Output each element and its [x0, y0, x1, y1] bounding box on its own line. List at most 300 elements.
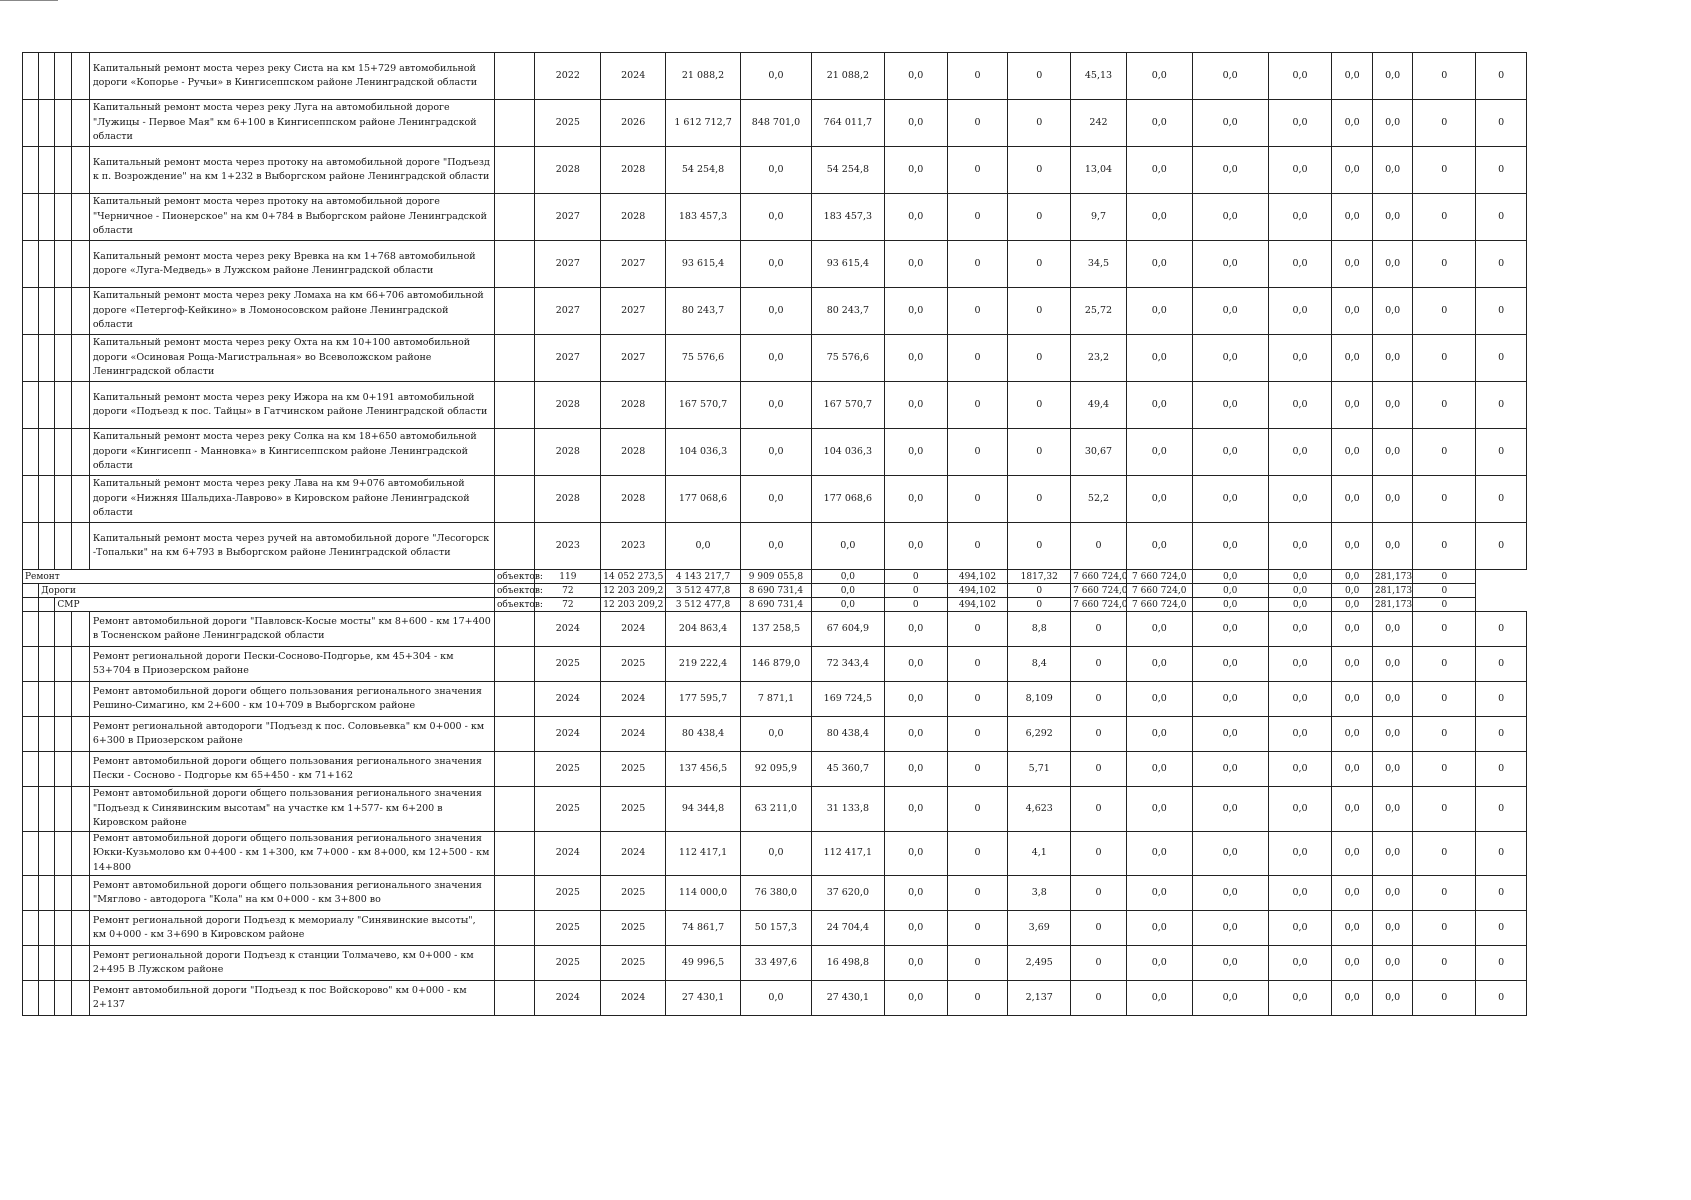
value-cell: 0: [947, 981, 1008, 1016]
empty-cell: [494, 335, 535, 382]
end-year: 2026: [601, 100, 666, 147]
value-cell: 75 576,6: [811, 335, 884, 382]
tree-cell: [71, 429, 89, 476]
tree-cell: [23, 584, 39, 598]
tree-cell: [39, 682, 55, 717]
value-cell: 0,0: [741, 523, 812, 570]
value-cell: 0,0: [1126, 981, 1192, 1016]
value-cell: 0,0: [1372, 612, 1413, 647]
end-year: 2023: [601, 523, 666, 570]
value-cell: 0,0: [1332, 288, 1373, 335]
value-cell: 0,0: [1268, 787, 1332, 832]
value-cell: 27 430,1: [811, 981, 884, 1016]
tree-cell: [55, 981, 71, 1016]
value-cell: 0: [1071, 523, 1127, 570]
value-cell: 0,0: [1126, 382, 1192, 429]
table-row: [23, 752, 1527, 787]
value-cell: 0: [1476, 717, 1527, 752]
tree-cell: [71, 752, 89, 787]
tree-cell: [71, 147, 89, 194]
table-row: [23, 682, 1527, 717]
value-cell: 21 088,2: [811, 53, 884, 100]
value-cell: 0,0: [1372, 241, 1413, 288]
value-cell: 0,0: [1268, 752, 1332, 787]
tree-cell: [71, 100, 89, 147]
table-row: [23, 241, 1527, 288]
empty-cell: [494, 382, 535, 429]
objects-count: 72: [535, 584, 601, 598]
value-cell: 0,0: [884, 787, 947, 832]
value-cell: 0: [1071, 787, 1127, 832]
tree-cell: [55, 429, 71, 476]
value-cell: 0: [1008, 523, 1071, 570]
value-cell: 7 660 724,0: [1126, 570, 1192, 584]
object-name: Капитальный ремонт моста через реку Вревка на км 1+768 автомобильной дороге «Луга-Медведь» в Лужском районе Ленинградской области: [89, 241, 494, 288]
value-cell: 494,102: [947, 598, 1008, 612]
tree-cell: [23, 241, 39, 288]
table-row: [23, 382, 1527, 429]
end-year: 2025: [601, 647, 666, 682]
objects-count: 119: [535, 570, 601, 584]
tree-cell: [71, 717, 89, 752]
value-cell: 25,72: [1071, 288, 1127, 335]
tree-cell: [71, 523, 89, 570]
value-cell: 0,0: [741, 382, 812, 429]
value-cell: 0,0: [1192, 570, 1268, 584]
value-cell: 0: [1476, 682, 1527, 717]
object-name: Ремонт региональной дороги Подъезд к мемориалу "Синявинские высоты", км 0+000 - км 3+690 в Кировском районе: [89, 911, 494, 946]
tree-cell: [71, 612, 89, 647]
start-year: 2023: [535, 523, 601, 570]
value-cell: 0,0: [1332, 523, 1373, 570]
value-cell: 0,0: [811, 598, 884, 612]
value-cell: 0,0: [1268, 584, 1332, 598]
empty-cell: [494, 288, 535, 335]
value-cell: 0: [947, 787, 1008, 832]
value-cell: 1 612 712,7: [666, 100, 741, 147]
value-cell: 0: [1071, 981, 1127, 1016]
value-cell: 0,0: [1372, 831, 1413, 876]
value-cell: 0,0: [1372, 288, 1413, 335]
value-cell: 0,0: [741, 288, 812, 335]
value-cell: 0: [1008, 429, 1071, 476]
summary-row: [23, 570, 1527, 584]
value-cell: 0,0: [1268, 476, 1332, 523]
tree-cell: [55, 787, 71, 832]
empty-cell: [494, 876, 535, 911]
start-year: 2024: [535, 717, 601, 752]
value-cell: 7 660 724,0: [1126, 584, 1192, 598]
value-cell: 0: [1476, 335, 1527, 382]
value-cell: 2,495: [1008, 946, 1071, 981]
value-cell: 0,0: [884, 100, 947, 147]
value-cell: 8 690 731,4: [741, 584, 812, 598]
value-cell: 0,0: [1372, 911, 1413, 946]
tree-cell: [23, 717, 39, 752]
tree-cell: [71, 946, 89, 981]
start-year: 2028: [535, 147, 601, 194]
value-cell: 0,0: [1268, 647, 1332, 682]
value-cell: 0,0: [884, 647, 947, 682]
value-cell: 0,0: [1192, 682, 1268, 717]
value-cell: 0,0: [1268, 612, 1332, 647]
tree-cell: [55, 647, 71, 682]
value-cell: 0: [1413, 476, 1476, 523]
value-cell: 494,102: [947, 584, 1008, 598]
value-cell: 0,0: [1372, 429, 1413, 476]
value-cell: 30,67: [1071, 429, 1127, 476]
value-cell: 33 497,6: [741, 946, 812, 981]
value-cell: 0: [1476, 752, 1527, 787]
value-cell: 104 036,3: [811, 429, 884, 476]
end-year: 2027: [601, 335, 666, 382]
value-cell: 177 595,7: [666, 682, 741, 717]
value-cell: 75 576,6: [666, 335, 741, 382]
value-cell: 0: [1008, 100, 1071, 147]
value-cell: 0,0: [1372, 476, 1413, 523]
object-name: Капитальный ремонт моста через реку Солка на км 18+650 автомобильной дороги «Кингисепп - Манновка» в Кингисеппском районе Ленинградской области: [89, 429, 494, 476]
value-cell: 0,0: [884, 194, 947, 241]
end-year: 2025: [601, 911, 666, 946]
value-cell: 0,0: [1332, 647, 1373, 682]
value-cell: 0,0: [1268, 53, 1332, 100]
value-cell: 0,0: [1192, 429, 1268, 476]
value-cell: 0,0: [1126, 717, 1192, 752]
end-year: 2025: [601, 787, 666, 832]
value-cell: 0,0: [1192, 787, 1268, 832]
tree-cell: [23, 335, 39, 382]
value-cell: 0,0: [1372, 717, 1413, 752]
tree-cell: [55, 612, 71, 647]
start-year: 2027: [535, 194, 601, 241]
end-year: 2027: [601, 288, 666, 335]
value-cell: 0,0: [1332, 335, 1373, 382]
value-cell: 0,0: [1332, 584, 1373, 598]
value-cell: 0: [1476, 876, 1527, 911]
empty-cell: [494, 787, 535, 832]
tree-cell: [55, 946, 71, 981]
table-body: [23, 53, 1527, 1016]
value-cell: 0: [1476, 100, 1527, 147]
value-cell: 0,0: [1372, 335, 1413, 382]
tree-cell: [39, 612, 55, 647]
table-row: [23, 288, 1527, 335]
value-cell: 3 512 477,8: [666, 598, 741, 612]
tree-cell: [55, 876, 71, 911]
value-cell: 12 203 209,2: [601, 598, 666, 612]
value-cell: 0: [947, 911, 1008, 946]
end-year: 2024: [601, 717, 666, 752]
value-cell: 13,04: [1071, 147, 1127, 194]
value-cell: 0,0: [884, 241, 947, 288]
value-cell: 0: [1008, 194, 1071, 241]
value-cell: 0,0: [1332, 382, 1373, 429]
value-cell: 9 909 055,8: [741, 570, 812, 584]
tree-cell: [55, 53, 71, 100]
value-cell: 146 879,0: [741, 647, 812, 682]
value-cell: 0: [1413, 382, 1476, 429]
value-cell: 23,2: [1071, 335, 1127, 382]
value-cell: 0: [947, 100, 1008, 147]
value-cell: 0,0: [1268, 876, 1332, 911]
tree-cell: [39, 717, 55, 752]
value-cell: 0,0: [1372, 876, 1413, 911]
value-cell: 0,0: [1192, 831, 1268, 876]
value-cell: 0,0: [1268, 523, 1332, 570]
value-cell: 764 011,7: [811, 100, 884, 147]
value-cell: 0,0: [1192, 612, 1268, 647]
value-cell: 0: [947, 382, 1008, 429]
tree-cell: [71, 194, 89, 241]
table-row: [23, 53, 1527, 100]
value-cell: 0,0: [1192, 647, 1268, 682]
tree-cell: [39, 335, 55, 382]
value-cell: 3,69: [1008, 911, 1071, 946]
value-cell: 0,0: [884, 831, 947, 876]
value-cell: 0: [1413, 911, 1476, 946]
empty-cell: [494, 682, 535, 717]
value-cell: 0,0: [1332, 100, 1373, 147]
tree-cell: [39, 752, 55, 787]
value-cell: 0,0: [884, 682, 947, 717]
value-cell: 0: [1476, 429, 1527, 476]
value-cell: 54 254,8: [666, 147, 741, 194]
object-name: Ремонт региональной автодороги "Подъезд к пос. Соловьевка" км 0+000 - км 6+300 в Приозерском районе: [89, 717, 494, 752]
value-cell: 0,0: [1126, 752, 1192, 787]
start-year: 2025: [535, 647, 601, 682]
tree-cell: [23, 612, 39, 647]
empty-cell: [494, 429, 535, 476]
tree-cell: [23, 876, 39, 911]
value-cell: 24 704,4: [811, 911, 884, 946]
value-cell: 0,0: [1126, 682, 1192, 717]
value-cell: 0: [1413, 288, 1476, 335]
value-cell: 0,0: [1332, 53, 1373, 100]
objects-count: 72: [535, 598, 601, 612]
value-cell: 0,0: [1126, 476, 1192, 523]
tree-cell: [39, 981, 55, 1016]
value-cell: 52,2: [1071, 476, 1127, 523]
value-cell: 93 615,4: [666, 241, 741, 288]
tree-cell: [71, 382, 89, 429]
value-cell: 0: [947, 612, 1008, 647]
value-cell: 494,102: [947, 570, 1008, 584]
value-cell: 0: [1071, 752, 1127, 787]
tree-cell: [23, 53, 39, 100]
value-cell: 0,0: [1126, 429, 1192, 476]
value-cell: 0: [1476, 981, 1527, 1016]
budget-table: [22, 52, 1527, 1016]
value-cell: 0: [947, 194, 1008, 241]
value-cell: 63 211,0: [741, 787, 812, 832]
value-cell: 0,0: [884, 523, 947, 570]
tree-cell: [23, 831, 39, 876]
value-cell: 3 512 477,8: [666, 584, 741, 598]
value-cell: 0,0: [884, 717, 947, 752]
value-cell: 0,0: [884, 612, 947, 647]
value-cell: 0: [947, 241, 1008, 288]
value-cell: 8,8: [1008, 612, 1071, 647]
value-cell: 219 222,4: [666, 647, 741, 682]
value-cell: 27 430,1: [666, 981, 741, 1016]
object-name: Ремонт региональной дороги Подъезд к станции Толмачево, км 0+000 - км 2+495 В Лужском районе: [89, 946, 494, 981]
value-cell: 12 203 209,2: [601, 584, 666, 598]
value-cell: 72 343,4: [811, 647, 884, 682]
value-cell: 0: [1413, 647, 1476, 682]
object-name: Капитальный ремонт моста через реку Систа на км 15+729 автомобильной дороги «Копорье - Ручьи» в Кингисеппском районе Ленинградской области: [89, 53, 494, 100]
table-row: [23, 335, 1527, 382]
tree-cell: [39, 429, 55, 476]
value-cell: 0,0: [1126, 194, 1192, 241]
value-cell: 0: [1413, 570, 1476, 584]
value-cell: 0,0: [1126, 335, 1192, 382]
value-cell: 0,0: [1268, 981, 1332, 1016]
empty-cell: [494, 476, 535, 523]
tree-cell: [39, 241, 55, 288]
value-cell: 80 243,7: [666, 288, 741, 335]
value-cell: 0,0: [1332, 831, 1373, 876]
start-year: 2024: [535, 981, 601, 1016]
value-cell: 0,0: [1268, 911, 1332, 946]
tree-cell: [71, 335, 89, 382]
tree-cell: [23, 752, 39, 787]
start-year: 2027: [535, 241, 601, 288]
value-cell: 0: [947, 946, 1008, 981]
value-cell: 0,0: [1332, 946, 1373, 981]
tree-cell: [23, 429, 39, 476]
value-cell: 0: [1413, 787, 1476, 832]
table-row: [23, 831, 1527, 876]
value-cell: 0,0: [741, 335, 812, 382]
value-cell: 0: [947, 682, 1008, 717]
tree-cell: [39, 147, 55, 194]
value-cell: 0: [1071, 612, 1127, 647]
empty-cell: [494, 194, 535, 241]
summary-row: [23, 584, 1527, 598]
tree-cell: [39, 194, 55, 241]
table-row: [23, 647, 1527, 682]
value-cell: 0: [947, 647, 1008, 682]
value-cell: 0,0: [1126, 53, 1192, 100]
table-row: [23, 946, 1527, 981]
value-cell: 92 095,9: [741, 752, 812, 787]
end-year: 2028: [601, 476, 666, 523]
value-cell: 0,0: [1268, 194, 1332, 241]
value-cell: 0: [1413, 100, 1476, 147]
value-cell: 0,0: [1192, 335, 1268, 382]
start-year: 2025: [535, 946, 601, 981]
object-name: Капитальный ремонт моста через реку Лава на км 9+076 автомобильной дороги «Нижняя Шальдиха-Лаврово» в Кировском районе Ленинградской области: [89, 476, 494, 523]
empty-cell: [494, 647, 535, 682]
value-cell: 0,0: [1372, 946, 1413, 981]
value-cell: 0,0: [741, 831, 812, 876]
value-cell: 0,0: [1192, 53, 1268, 100]
tree-cell: [71, 876, 89, 911]
value-cell: 0: [947, 831, 1008, 876]
value-cell: 0,0: [1372, 523, 1413, 570]
value-cell: 167 570,7: [811, 382, 884, 429]
value-cell: 137 258,5: [741, 612, 812, 647]
empty-cell: [494, 717, 535, 752]
value-cell: 6,292: [1008, 717, 1071, 752]
object-name: Капитальный ремонт моста через реку Охта на км 10+100 автомобильной дороги «Осиновая Роща-Магистральная» во Всеволожском районе Ленинградской области: [89, 335, 494, 382]
value-cell: 0,0: [741, 53, 812, 100]
value-cell: 0: [1476, 241, 1527, 288]
scan-edge-line: [0, 0, 58, 1]
value-cell: 0: [947, 429, 1008, 476]
empty-cell: [494, 752, 535, 787]
value-cell: 45 360,7: [811, 752, 884, 787]
end-year: 2028: [601, 382, 666, 429]
value-cell: 0,0: [1332, 752, 1373, 787]
object-name: Ремонт автомобильной дороги общего пользования регионального значения Решино-Симагино, км 2+600 - км 10+709 в Выборгском районе: [89, 682, 494, 717]
tree-cell: [71, 241, 89, 288]
value-cell: 0,0: [1372, 147, 1413, 194]
value-cell: 0,0: [1126, 612, 1192, 647]
tree-cell: [55, 100, 71, 147]
value-cell: 0,0: [1126, 523, 1192, 570]
start-year: 2025: [535, 100, 601, 147]
object-name: Ремонт автомобильной дороги общего пользования регионального значения Юкки-Кузьмолово км 0+400 - км 1+300, км 7+000 - км 8+000, км 12+500 - км 14+800: [89, 831, 494, 876]
value-cell: 54 254,8: [811, 147, 884, 194]
value-cell: 0,0: [1268, 288, 1332, 335]
value-cell: 281,173: [1372, 598, 1413, 612]
value-cell: 848 701,0: [741, 100, 812, 147]
value-cell: 0,0: [1332, 911, 1373, 946]
value-cell: 0,0: [884, 53, 947, 100]
value-cell: 0,0: [884, 147, 947, 194]
value-cell: 0,0: [1372, 787, 1413, 832]
object-name: Ремонт автомобильной дороги общего пользования регионального значения "Подъезд к Синявинским высотам" на участке км 1+577- км 6+200 в Кировском районе: [89, 787, 494, 832]
object-name: Капитальный ремонт моста через реку Ижора на км 0+191 автомобильной дороги «Подъезд к пос. Тайцы» в Гатчинском районе Ленинградской области: [89, 382, 494, 429]
value-cell: 0,0: [1268, 429, 1332, 476]
tree-cell: [23, 476, 39, 523]
table-row: [23, 100, 1527, 147]
empty-cell: [494, 981, 535, 1016]
value-cell: 0,0: [1126, 241, 1192, 288]
tree-cell: [39, 382, 55, 429]
value-cell: 31 133,8: [811, 787, 884, 832]
empty-cell: [494, 53, 535, 100]
value-cell: 0: [947, 752, 1008, 787]
value-cell: 169 724,5: [811, 682, 884, 717]
object-name: Капитальный ремонт моста через ручей на автомобильной дороге "Лесогорск -Топальки" на км 6+793 в Выборгском районе Ленинградской области: [89, 523, 494, 570]
tree-cell: [55, 194, 71, 241]
value-cell: 0,0: [741, 429, 812, 476]
end-year: 2028: [601, 429, 666, 476]
value-cell: 0,0: [1332, 476, 1373, 523]
value-cell: 0,0: [1192, 752, 1268, 787]
value-cell: 104 036,3: [666, 429, 741, 476]
value-cell: 112 417,1: [666, 831, 741, 876]
object-name: Ремонт автомобильной дороги "Подъезд к пос Войскорово" км 0+000 - км 2+137: [89, 981, 494, 1016]
end-year: 2024: [601, 53, 666, 100]
value-cell: 80 438,4: [811, 717, 884, 752]
table-row: [23, 194, 1527, 241]
value-cell: 0,0: [1192, 241, 1268, 288]
value-cell: 8,4: [1008, 647, 1071, 682]
start-year: 2028: [535, 429, 601, 476]
value-cell: 0,0: [1332, 787, 1373, 832]
tree-cell: [23, 946, 39, 981]
value-cell: 8 690 731,4: [741, 598, 812, 612]
tree-cell: [23, 647, 39, 682]
tree-cell: [71, 911, 89, 946]
value-cell: 0: [1071, 911, 1127, 946]
value-cell: 14 052 273,5: [601, 570, 666, 584]
value-cell: 76 380,0: [741, 876, 812, 911]
value-cell: 0: [1413, 335, 1476, 382]
